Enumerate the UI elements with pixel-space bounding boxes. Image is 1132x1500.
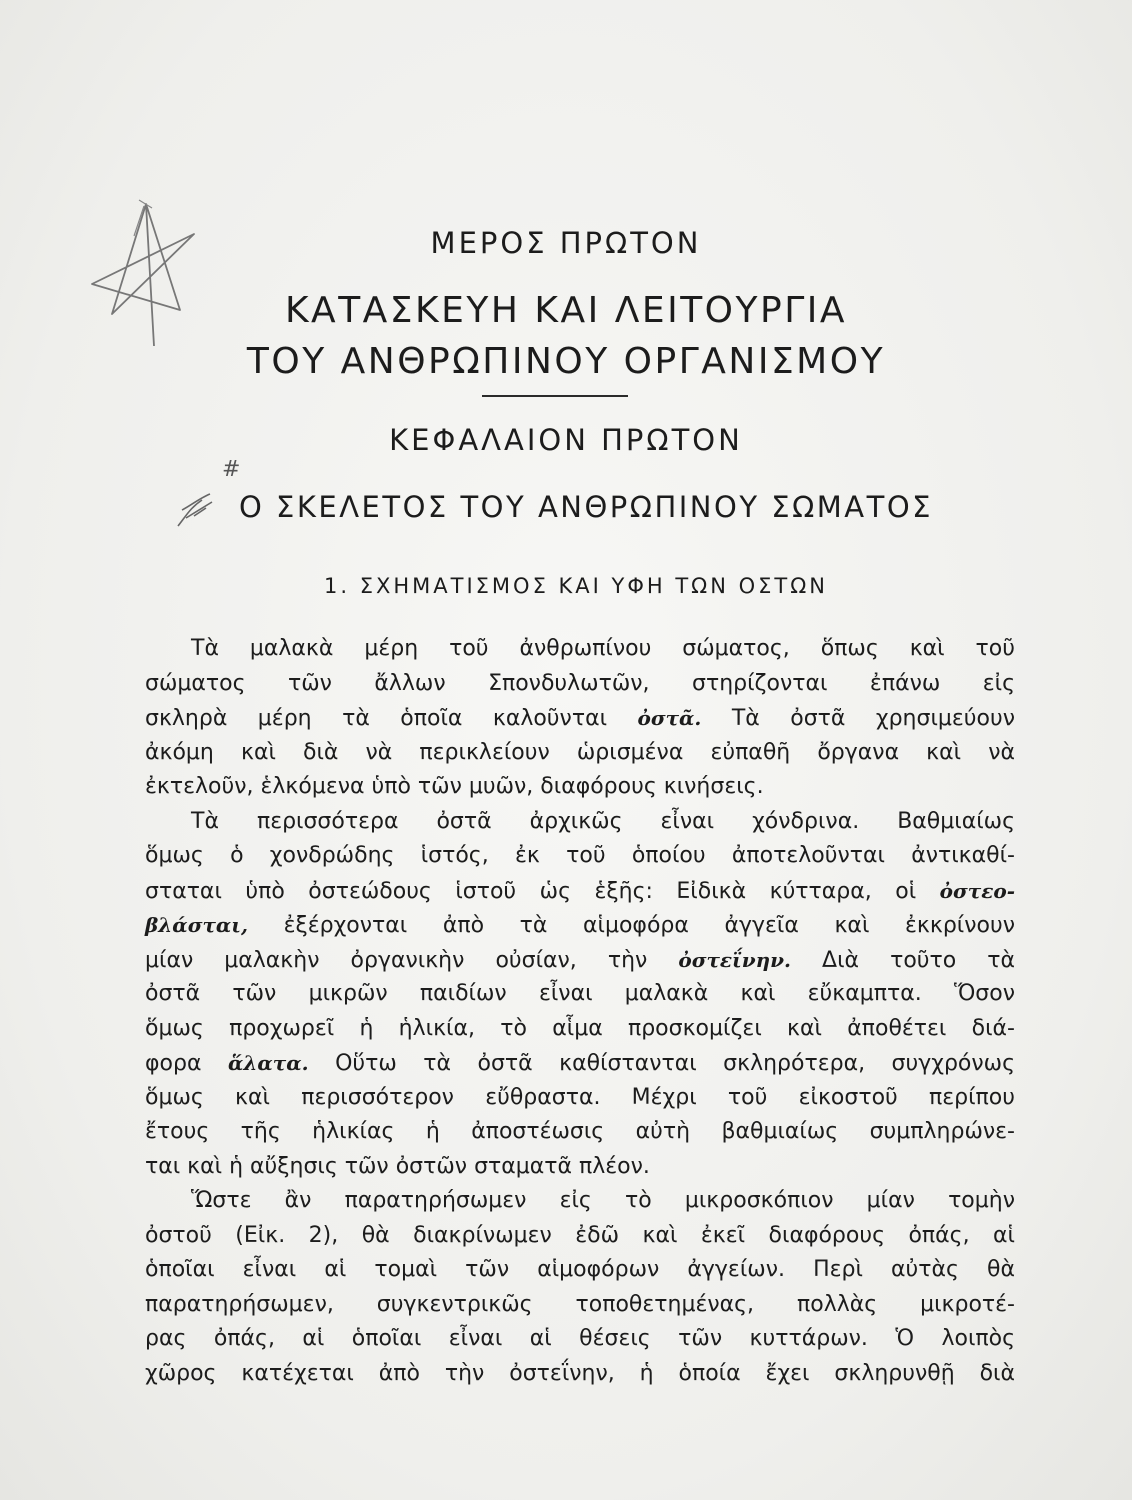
chapter-label: ΚΕΦΑΛΑΙΟΝ ΠΡΩΤΟΝ [389, 423, 743, 457]
paragraph-1 [145, 632, 1015, 805]
text-line: ἐκτελοῦν, ἑλκόμενα ὑπὸ τῶν μυῶν, διαφόρους κινήσεις. [145, 774, 764, 799]
text-line: ἔτους τῆς ἡλικίας ἡ ἀποστέωσις αὐτὴ βαθμιαίως συμπληρώνε- [145, 1119, 1015, 1144]
text-line: ὀστοῦ (Εἰκ. 2), θὰ διακρίνωμεν ἐδῶ καὶ ἐκεῖ διαφόρους ὀπάς, αἱ [145, 1222, 1015, 1248]
paragraph-3 [145, 1184, 1015, 1391]
text-segment: φορα [145, 1051, 202, 1076]
text-line: Ὥστε ἂν παρατηρήσωμεν εἰς τὸ μικροσκόπιον μίαν τομὴν [191, 1188, 1015, 1213]
main-title-line-1: ΚΑΤΑΣΚΕΥΗ ΚΑΙ ΛΕΙΤΟΥΡΓΙΑ [284, 290, 848, 331]
text-segment: μίαν μαλακὴν ὀργανικὴν οὐσίαν, τὴν [145, 947, 648, 973]
pencil-hash-mark: # [222, 457, 241, 482]
term-osteini: ὀστεΐνην. [678, 947, 791, 972]
text-line: παρατηρήσωμεν, συγκεντρικῶς τοποθετημένας, πολλὰς μικροτέ- [145, 1291, 1015, 1317]
term-osteoblastai-part-2: βλάσται, [145, 913, 248, 937]
text-line: ὀστᾶ τῶν μικρῶν παιδίων εἶναι μαλακὰ καὶ εὔκαμπτα. Ὅσον [145, 981, 1015, 1006]
text-line: ὅμως ὁ χονδρώδης ἱστός, ἐκ τοῦ ὁποίου ἀποτελοῦνται ἀντικαθί- [145, 843, 1015, 868]
paragraph-2 [145, 805, 1015, 1185]
section-title: 1. ΣΧΗΜΑΤΙΣΜΟΣ ΚΑΙ ΥΦΗ ΤΩΝ ΟΣΤΩΝ [324, 574, 828, 598]
text-line: ὅμως καὶ περισσότερον εὔθραστα. Μέχρι τοῦ εἰκοστοῦ περίπου [145, 1084, 1015, 1110]
text-line: ὁποῖαι εἶναι αἱ τομαὶ τῶν αἱμοφόρων ἀγγείων. Περὶ αὐτὰς θὰ [145, 1257, 1015, 1282]
body-text [145, 632, 1015, 1391]
text-line: ὅμως προχωρεῖ ἡ ἡλικία, τὸ αἷμα προσκομίζει καὶ ἀποθέτει διά- [145, 1015, 1015, 1041]
text-line: χῶρος κατέχεται ἀπὸ τὴν ὀστεΐνην, ἡ ὁποία ἔχει σκληρυνθῇ διὰ [145, 1360, 1015, 1386]
text-line [145, 943, 1015, 978]
term-osteoblastai-part-1: ὀστεο- [939, 878, 1015, 903]
text-segment: Οὕτω τὰ ὀστᾶ καθίστανται σκληρότερα, συγχρόνως [335, 1051, 1016, 1076]
text-line: ται καὶ ἡ αὔξησις τῶν ὀστῶν σταματᾶ πλέον. [145, 1153, 650, 1179]
chapter-title: Ο ΣΚΕΛΕΤΟΣ ΤΟΥ ΑΝΘΡΩΠΙΝΟΥ ΣΩΜΑΤΟΣ [239, 490, 933, 524]
text-line: Τὰ μαλακὰ μέρη τοῦ ἀνθρωπίνου σώματος, ὅπως καὶ τοῦ [191, 636, 1015, 661]
text-segment: Διὰ τοῦτο τὰ [822, 947, 1016, 973]
pencil-star-doodle [84, 196, 204, 356]
part-label: ΜΕΡΟΣ ΠΡΩΤΟΝ [430, 226, 702, 260]
text-line: ρας ὀπάς, αἱ ὁποῖαι εἶναι αἱ θέσεις τῶν κυττάρων. Ὁ λοιπὸς [145, 1326, 1015, 1351]
text-line [145, 701, 1015, 736]
text-line: Τὰ περισσότερα ὀστᾶ ἀρχικῶς εἶναι χόνδρινα. Βαθμιαίως [191, 808, 1015, 834]
text-line [145, 874, 1015, 909]
text-segment: ἐξέρχονται ἀπὸ τὰ αἱμοφόρα ἀγγεῖα καὶ ἐκκρίνουν [283, 913, 1015, 938]
text-line [145, 1046, 1015, 1081]
text-line: ἀκόμη καὶ διὰ νὰ περικλείουν ὡρισμένα εὐπαθῆ ὄργανα καὶ νὰ [145, 739, 1015, 765]
text-line: σώματος τῶν ἄλλων Σπονδυλωτῶν, στηρίζονται ἐπάνω εἰς [145, 670, 1015, 696]
term-osta: ὀστᾶ. [637, 706, 702, 730]
text-line [145, 908, 1015, 943]
text-segment: Τὰ ὀστᾶ χρησιμεύουν [731, 706, 1015, 731]
text-segment: σταται ὑπὸ ὀστεώδους ἱστοῦ ὡς ἑξῆς: Εἰδικὰ κύτταρα, οἱ [145, 878, 917, 904]
title-divider [482, 395, 628, 397]
main-title-line-2: ΤΟΥ ΑΝΘΡΩΠΙΝΟΥ ΟΡΓΑΝΙΣΜΟΥ [246, 341, 886, 382]
term-alata: ἅλατα. [227, 1051, 309, 1075]
text-segment: σκληρὰ μέρη τὰ ὁποῖα καλοῦνται [145, 706, 608, 731]
